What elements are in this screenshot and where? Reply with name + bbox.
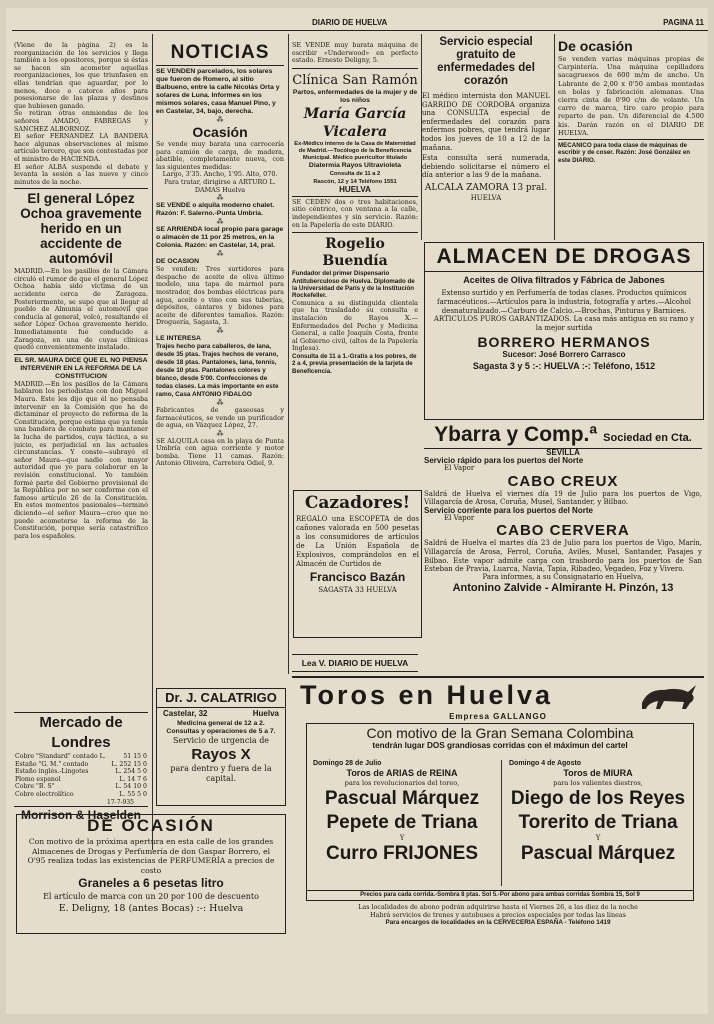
corrida-2 — [505, 760, 691, 866]
newspaper-page — [6, 8, 708, 1014]
de-ocasion-address: E. Deligny, 18 (antes Bocas) :-: Huelva — [58, 903, 244, 915]
calatrigo-name: Dr. J. CALATRIGO — [157, 689, 285, 708]
de-ocasion-price: Graneles a 6 pesetas litro — [78, 876, 224, 891]
classified-ad-contact: Para tratar, dirigirse a ARTURO L. DAMAS Huelva — [164, 177, 276, 194]
torero-name: Diego de los Reyes — [510, 788, 686, 809]
londres-firm: Morrison & Haselden — [14, 806, 148, 823]
ocasion-maquinas-ad — [558, 38, 704, 240]
classified-ad: SE VENDE o alquila moderno chalet. Razón: F. Salerno.-Punta Umbría. — [156, 202, 275, 218]
ybarra-vessel: CABO CREUX — [507, 472, 619, 490]
londres-metal: Cobre "Standard" contado L. — [15, 753, 106, 760]
clinic-address: Rascón, 12 y 14 Teléfono 1551 — [313, 178, 397, 185]
lea-diario — [292, 654, 418, 672]
londres-price: L. 54 10 0 — [115, 783, 147, 791]
servicio-address: ALCALA ZAMORA 13 pral. — [424, 182, 548, 193]
classified-ad: SE CEDEN dos o tres habitaciones, sitio céntrico, con ventana a la calle, independientes y sin servicio. Razón: en la Papelería de este DIARIO. — [292, 197, 418, 229]
toros-empresa: Empresa GALLANGO — [449, 712, 547, 721]
bull-icon — [638, 681, 698, 711]
rogelio-text: Comunica a su distinguida clientela que ha trasladado su consulta e instalación de Rayos X.—Enfermedades del Pecho y Medicina General, a calle Joaquín Costa, frente al Gobierno civil, (altos de la Papelería Inglesa). — [292, 298, 418, 353]
torero-and: Y — [399, 834, 405, 842]
londres-metal: Cobre "B. S" — [15, 783, 55, 791]
londres-row — [14, 791, 148, 799]
news-text: MADRID.—En los pasillos de la Cámara circuló el rumor de que el general López Ochoa había sido víctima de un accidente cerca de Zaragoza. Posteriormente, se supo que al llegar al pueblo de Almunia el automóvil que conducía al general, volcó, resultando el señor López Ochoa gravemente herido. Inmediatamente fué conducido a Zaragoza, en una de cuyas clínicas quedó convenientemente instalado. — [14, 267, 148, 352]
londres-title: Mercado de Londres — [39, 714, 123, 751]
almacen-text: Extenso surtido y en Perfumería de todas clases. Productos químicos farmacéuticos.—Artículos para la industria, fotografía y artes.—Alcohol desnaturalizado.—Carburo de Calcio.—Brochas, Pinturas y Barnices. ARTICULOS PUROS GARANTIZADOS. La casa más antigua en su ramo y la mejor surtida — [433, 289, 695, 333]
toros-footer: Para encargos de localidades en la CERVECERIA ESPAÑA - Teléfono 1419 — [385, 919, 611, 926]
londres-date: 17-7-935 — [107, 798, 134, 806]
column-rule — [152, 34, 153, 850]
almacen-title: ALMACEN DE DROGAS — [425, 243, 703, 272]
corrida-date: Domingo 28 de Julio — [313, 760, 382, 767]
servicio-city: HUELVA — [470, 193, 502, 202]
toros-footer: Habrá servicios de trenes y autobuses a precios especiales por todas las líneas — [370, 911, 626, 919]
cazadores-ad — [293, 490, 422, 638]
ybarra-text: Saldrá de Huelva el viernes día 19 de Julio para los puertos de Vigo, Villagarcía de Arosa, Coruña, Musel, Santander, y Bilbao. — [424, 489, 702, 507]
londres-row — [14, 753, 148, 761]
londres-row — [14, 783, 148, 791]
cazadores-text: REGALO una ESCOPETA de dos cañones valorada en 500 pesetas a los consumidores de artículos de La Unión Española de Explosivos, comprándolos en el Almacén de Curtidos de — [296, 515, 419, 568]
ybarra-text: Saldrá de Huelva el martes día 23 de Julio para los puertos de Vigo, Marín, Villagarcía de Arosa, Ferrol, Coruña, Avilés, Musel, Santander, Pasajes y Bilbao. Este vapor admite carga con trasbordo para los puertos de San Esteban de Pravia, Luarca, Navia, Tapia, Ribadeo, Vegadeo, Foz y Vivero. — [424, 539, 702, 574]
ocasion-heading: Ocasión — [192, 124, 248, 140]
ybarra-subtitle: Sociedad en Cta. — [603, 432, 692, 444]
page-header — [12, 8, 708, 31]
clinic-credentials: Ex-Médico interno de la Casa de Maternidad de Madrid.—Tocólogo de la Beneficencia Municipal. Médico puericultor titulado — [294, 140, 416, 161]
column-rule — [554, 34, 555, 240]
corrida-note: para los revolucionarios del toreo, — [344, 779, 460, 787]
londres-row — [14, 776, 148, 784]
calatrigo-footer: para dentro y fuera de la capital. — [170, 764, 272, 783]
ybarra-vapor-label: El Vapor — [444, 513, 475, 522]
mecanico-ad: MECANICO para toda clase de máquinas de escribir y de coser. Razón: José González en este DIARIO. — [558, 142, 691, 164]
classified-ad: Trajes hecho para caballeros, de lana, desde 35 ptas. Trajes hechos de verano, desde 18 ptas. Pantalones, lana, tennis, desde 10 ptas. Pantalones colores y blanco, desde 5'00. Confecciones de todas clases. La más importante en este ramo, Casa ANTONIO FIDALGO — [156, 342, 279, 398]
almacen-successor: Sucesor: José Borrero Carrasco — [502, 349, 626, 359]
londres-price: L. 254 5 0 — [115, 768, 147, 776]
news-text: El señor FERNANDEZ LA BANDERA hace algunas observaciones al mismo artículo tercero, que son contestadas por el ministro de HACIENDA. — [14, 132, 148, 163]
servicio-text: Esta consulta será numerada, debiendo solicitarse el número el día anterior a las 9 de la mañana. — [422, 154, 550, 180]
classified-ad: SE VENDE muy barata máquina de escribir «Underwood» en perfecto estado. Ernesto Deligny, 5. — [292, 42, 418, 65]
torero-name: Curro FRIJONES — [325, 843, 479, 864]
toros-footer: Las localidades de abono podrán adquirirse hasta el Viernes 26, a las diez de la noche — [358, 903, 638, 911]
ocasion-title: De ocasión — [558, 38, 633, 54]
londres-price: L. 14 7 6 — [119, 775, 147, 783]
calatrigo-city: Huelva — [252, 709, 279, 718]
news-headline: El general López Ochoa gravemente herido en un accidente de automóvil — [20, 191, 142, 267]
corrida-date: Domingo 4 de Agosto — [509, 760, 582, 767]
servicio-corazon-ad — [422, 36, 550, 240]
rogelio-credentials: Fundador del primer Dispensario Antituberculoso de Huelva. Diplomado de la Universidad de París y de la Institución Rockefeller. — [292, 270, 415, 300]
londres-metal: Cobre electrolítico — [15, 790, 74, 798]
classified-ad: SE VENDEN parcelados, los solares que fueron de Romero, al sitio Balbueno, entre la calle Nicolás Orta y solares de Luna. Informes en los mismos solares, casa Manuel Pino, y en Castelar, 34, bajo, derecha. — [156, 68, 280, 115]
calatrigo-service: Servicio de urgencia de — [172, 736, 270, 745]
classified-ad: Se vende muy barata una carrocería para camión de carga, de madera, abatible, completamente nueva, con las siguientes medidas: — [156, 140, 284, 171]
ybarra-text: Para informes, a su Consignatario en Huelva, — [482, 572, 644, 581]
clinic-title: Clínica San Ramón — [292, 72, 418, 88]
almacen-subtitle: Aceites de Oliva filtrados y Fábrica de Jabones — [463, 275, 665, 285]
londres-metal: Estaño "G. M." contado — [15, 760, 89, 768]
londres-row — [14, 768, 148, 776]
corrida-bulls: Toros de MIURA — [563, 768, 633, 778]
cazadores-title: Cazadores! — [304, 493, 411, 513]
news-text: El señor ALBA suspende el debate y levanta la sesión a las nueve y cinco minutos de la noche. — [14, 162, 148, 186]
clinic-hours: Consulta de 11 a 2 — [329, 170, 381, 177]
calatrigo-hours: Consultas y operaciones de 5 a 7. — [166, 728, 276, 735]
classified-ad: Fabricantes de gaseosas y farmacéuticos, se vende un purificador de agua, en Vázquez López, 27. — [156, 405, 284, 430]
londres-price: L. 55 5 0 — [119, 790, 147, 798]
classified-heading: DE OCASION — [156, 258, 200, 266]
almacen-name: BORRERO HERMANOS — [477, 333, 651, 350]
noticias-column: NOTICIAS SE VENDEN parcelados, los solares que fueron de Romero, al sitio Balbueno, entre la calle Nicolás Orta y solares de Luna. Informes en los mismos solares, casa Manuel Pino, y en Castelar, 34, bajo, derecha. ⁂ Ocasión Se vende muy barata una carrocería para camión de carga, de madera, abatible, completamente nueva, con las siguientes medidas: Largo, 3'35. Ancho, 1'95. Alto, 070. Para tratar, dirigirse a ARTURO L. DAMAS Huelva ⁂ SE VENDE o alquila moderno chalet. Razón: F. Salerno.-Punta Umbría. ⁂ SE ARRIENDA local propio para garage o almacén de 11 por 25 metros, en la Colonia. Razón: en Castelar, 14, pral. ⁂ DE OCASION Se venden: Tres surtidores para despacho de aceite de oliva último modelo, una tapa de mármol para mostrador, dos bombas eléctricas para agua, aceite o vino con sus tuberías, depósitos, cántaros y bidones para aceite de diferentes tamaños. Razón: Droguería, Sagasta, 3. ⁂ LE INTERESA Trajes hecho para caballeros, de lana, desde 35 ptas. Trajes hechos de verano, desde 18 ptas. Pantalones, lana, tennis, desde 10 ptas. Pantalones colores y blanco, desde 5'00. Confecciones de todas clases. La más importante en este ramo, Casa ANTONIO FIDALGO ⁂ Fabricantes de gaseosas y farmacéuticos, se vende un purificador de agua, en Vázquez López, 27. ⁂ SE ALQUILA casa en la playa de Punta Umbría con agua corriente y motor bomba. Tiene 11 camas. Razón: Antonio Oliveira, Carretera Odiel, 9. — [156, 42, 284, 468]
news-text: (Viene de la página 2) es la reorganización de los servicios y llega también a los opositores, porque si éstas se hacen sin acometer aquellas reorganizaciones, los que triunfasen en ellas tendrían que aguardar, por lo menos, doce o catorce años para posesionarse de las plazas y destinos que hubiesen ganado. — [14, 42, 148, 110]
ocasion-text: Se venden varias máquinas propias de Carpintería. Una máquina cepilladora sacagruesos de 600 m/m de ancho. Un Labrante de 2,00 x 0'50 ambas montadas en bolas y fabricación alemanas. Una cierra cinta de 0'90 c/m de volante. Un carro de marca, tiro caro propio para reparto de pan. Un diferencial de 4.500 kis. Darán razón en el DIARIO DE HUELVA. — [558, 55, 704, 137]
toros-corridas: tendrán lugar DOS grandiosas corridas con el máximun del cartel — [372, 741, 628, 750]
calatrigo-hours: Medicina general de 12 a 2. — [177, 720, 265, 727]
toros-ad — [292, 676, 704, 930]
londres-table — [14, 753, 148, 799]
toros-motivo: Con motivo de la Gran Semana Colombina — [366, 725, 634, 741]
almacen-drogas-ad — [424, 242, 704, 420]
lea-diario-text: Lea V. DIARIO DE HUELVA — [301, 658, 409, 668]
news-text: MADRID.—En los pasillos de la Cámara hablaron los periodistas con don Miguel Maura. Este les dijo que él no pensaba intervenir en la Comisión que ha de dictaminar el proyecto de reforma de la Constitución, porque estima que ya tenía una bandera de combate para mantener la lucha de partidos, cuya táctica, a su juicio, es perjudicial en las actuales circunstancias. Y conste—subrayó el señor Maura—que nadie con mayor autoridad que yo para colaborar en la revisión constitucional. Yo también formé parte del Gobierno provisional de la República por no ser conforme con el famoso artículo 26 de la Constitución. En estos momentos pasionales—terminó diciendo—el señor Maura—creo que no puede acometerse la reforma de la Constitución, porque sería catastrófico para los españoles. — [14, 379, 148, 540]
ybarra-service: Servicio corriente para los puertos del Norte — [424, 505, 593, 515]
classified-ad: SE ARRIENDA local propio para garage o almacén de 11 por 25 metros, en la Colonia. Razón: en Castelar, 14, pral. — [156, 226, 284, 250]
header-page-number: PAGINA 11 — [663, 18, 704, 27]
ybarra-title: Ybarra y Comp.ª — [434, 423, 598, 446]
cazadores-address: SAGASTA 33 HUELVA — [318, 586, 397, 594]
de-ocasion-title: DE OCASIÓN — [87, 816, 215, 835]
servicio-title: Servicio especial gratuito de enfermedades del corazón — [437, 36, 535, 87]
news-subheadline: EL SR. MAURA DICE QUE EL NO PIENSA INTERVENIR EN LA REFORMA DE LA CONSTITUCION — [14, 356, 148, 380]
clinic-services: Diatermia Rayos Ultravioleta — [308, 161, 402, 169]
londres-metal: Estaño inglés.-Lingotes — [15, 768, 89, 776]
ybarra-ad — [424, 422, 702, 672]
londres-metal: Plomo espanol — [15, 775, 61, 783]
de-ocasion-discount: El artículo de marca con un 20 por 100 de descuento — [43, 892, 259, 902]
toros-title: Toros en Huelva — [300, 680, 554, 710]
torero-name: Pepete de Triana — [326, 812, 478, 833]
torero-and: Y — [595, 834, 601, 842]
londres-price: L. 252 15 0 — [111, 760, 147, 768]
clinic-doctor: María García Vicalera — [303, 105, 407, 140]
clinic-specialty: Partos, enfermedades de la mujer y de los niños — [292, 88, 418, 104]
cazadores-seller: Francisco Bazán — [309, 570, 406, 584]
rogelio-name: Rogelio Buendía — [322, 236, 388, 270]
de-ocasion-text: Con motivo de la próxima apertura en esta calle de los grandes Almacenes de Drogas y Perfumería de don Gaspar Borrero, el O'95 realiza todas las existencias de PERFUMERÍA a precios de costo — [27, 837, 275, 875]
calatrigo-address: Castelar, 32 — [163, 709, 208, 718]
torero-name: Torerito de Triana — [518, 812, 678, 833]
torero-name: Pascual Márquez — [324, 788, 480, 809]
ybarra-agent: Antonino Zalvide - Almirante H. Pinzón, 13 — [452, 582, 674, 595]
de-ocasion-perfumeria-ad — [16, 814, 286, 934]
servicio-text: El médico internista don MANUEL GARRIDO DE CORDOBA organiza una CONSULTA especial de enfermedades del corazón para enfermos pobres, que tendrá lugar todos los jueves de 10 a 12 de la mañana. — [422, 92, 550, 152]
noticias-title: NOTICIAS — [170, 42, 270, 63]
toros-precios: Precios para cada corrida.-Sombra 8 ptas. Sol 5.-Por abono para ambas corridas Sombra 15, Sol 9 — [307, 890, 693, 899]
corrida-1 — [307, 760, 497, 866]
column-rule — [288, 34, 289, 674]
rogelio-hours: Consulta de 11 a 1.-Gratis a los pobres, de 2 a 4, previa presentación de la tarjeta de Beneficencia. — [292, 352, 417, 375]
londres-price: 51 15 0 — [123, 753, 147, 760]
torero-name: Pascual Márquez — [520, 843, 676, 864]
ybarra-vapor-label: El Vapor — [444, 464, 475, 472]
londres-row — [14, 761, 148, 769]
ybarra-service: Servicio rápido para los puertos del Norte — [424, 456, 584, 465]
ybarra-city: SEVILLA — [424, 448, 702, 457]
classified-ad: Se venden: Tres surtidores para despacho de aceite de oliva último modelo, una tapa de mármol para mostrador, dos bombas eléctricas para agua, aceite o vino con sus tuberías, depósitos, cántaros y bidones para aceite de diferentes tamaños. Razón: Droguería, Sagasta, 3. — [156, 265, 284, 327]
header-title: DIARIO DE HUELVA — [312, 18, 388, 27]
corrida-note: para los valientes diestros, — [553, 779, 643, 787]
classified-ad: SE ALQUILA casa en la playa de Punta Umbría con agua corriente y motor bomba. Tiene 11 camas. Razón: Antonio Oliveira, Carretera Odiel, 9. — [156, 436, 284, 468]
almacen-address: Sagasta 3 y 5 :-: HUELVA :-: Teléfono, 1512 — [472, 360, 656, 371]
ybarra-vessel: CABO CERVERA — [496, 522, 630, 540]
corrida-bulls: Toros de ARIAS de REINA — [346, 768, 458, 778]
classified-ad-measures: Largo, 3'35. Ancho, 1'95. Alto, 070. — [162, 170, 278, 179]
calatrigo-rayos: Rayos X — [191, 746, 251, 763]
column-1-news — [14, 42, 148, 542]
classified-heading: LE INTERESA — [156, 334, 201, 342]
news-text: Se retiran otras enmiendas de los señores AMADO, FABREGAS y SANCHEZ ALBORNOZ. — [14, 109, 148, 133]
calatrigo-ad — [156, 688, 286, 806]
clinic-city: HUELVA — [339, 184, 371, 194]
